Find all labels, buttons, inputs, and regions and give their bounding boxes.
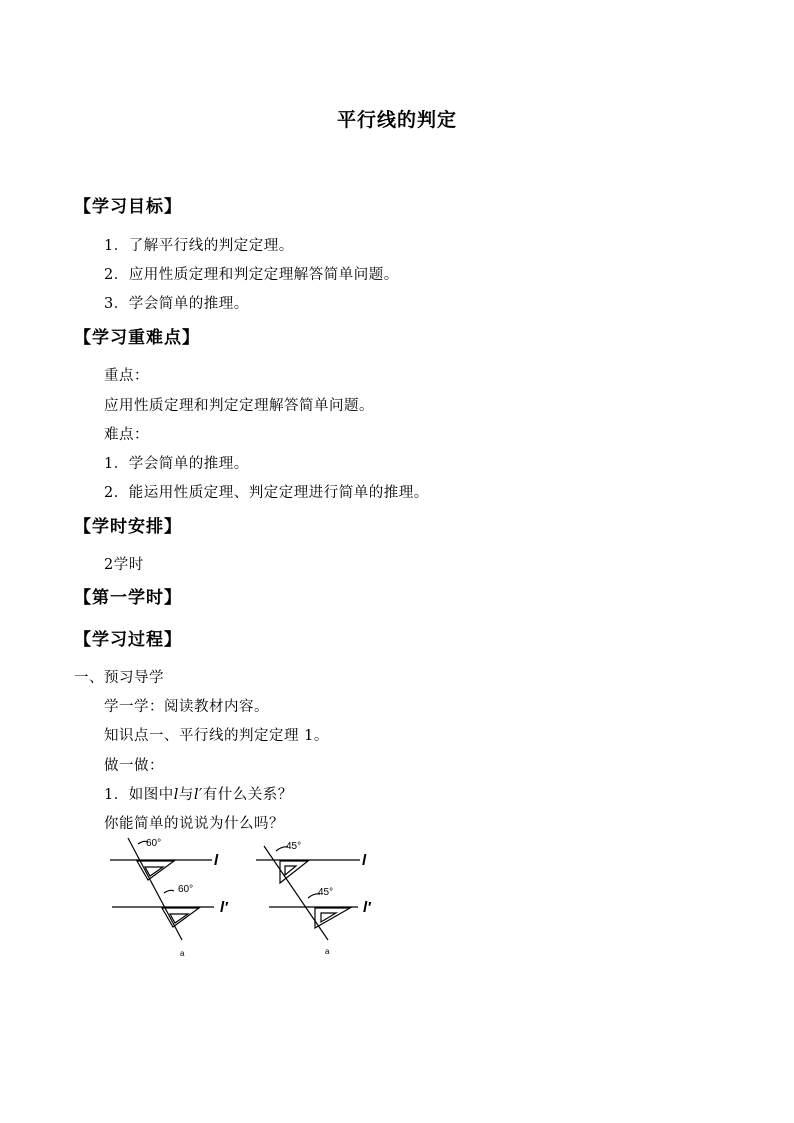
learn-line: 学一学：阅读教材内容。 <box>104 699 269 715</box>
angle-label-bottom-1: 60° <box>178 884 194 895</box>
angle-label-bottom-2: 45° <box>318 887 334 898</box>
parallel-lines-figures <box>104 832 394 966</box>
angle-label-top-2: 45° <box>286 841 302 852</box>
first-period-heading: 【第一学时】 <box>74 588 182 608</box>
page-title: 平行线的判定 <box>336 109 457 131</box>
set-square-top-2 <box>280 861 308 883</box>
line-label-lp-2: l′ <box>363 899 371 916</box>
process-heading: 【学习过程】 <box>74 630 182 650</box>
figure-60-degree <box>110 838 214 940</box>
line-label-l-2: l <box>362 852 367 869</box>
line-l-prime-symbol: l′ <box>193 787 203 803</box>
question-1 <box>104 783 293 804</box>
set-square-top-inner-2 <box>285 866 296 875</box>
transversal-line <box>128 838 182 940</box>
question-2: 你能简单的说说为什么吗？ <box>104 816 284 832</box>
difficulty-item-2: 2．能运用性质定理、判定定理进行简单的推理。 <box>104 485 429 501</box>
set-square-top <box>137 861 174 880</box>
line-label-lp-1: l′ <box>220 899 228 916</box>
goal-item-3: 3．学会简单的推理。 <box>104 296 249 312</box>
key-points-heading: 【学习重难点】 <box>74 328 200 348</box>
angle-arc-bottom <box>164 890 174 893</box>
question-1-mid: 与 <box>178 787 194 803</box>
schedule-heading: 【学时安排】 <box>74 517 182 537</box>
focus-label: 重点： <box>104 368 149 384</box>
goal-item-2: 2．应用性质定理和判定定理解答简单问题。 <box>104 267 399 283</box>
question-1-prefix: 1．如图中 <box>104 787 174 803</box>
transversal-label-2: a <box>325 947 330 956</box>
part1-heading: 一、预习导学 <box>74 670 164 686</box>
transversal-label-1: a <box>180 949 185 958</box>
line-label-l-1: l <box>214 852 219 869</box>
difficulty-item-1: 1．学会简单的推理。 <box>104 456 249 472</box>
set-square-bottom <box>162 908 199 927</box>
knowledge-line: 知识点一、平行线的判定定理 1。 <box>104 728 329 744</box>
angle-label-top-1: 60° <box>146 838 162 849</box>
question-1-suffix: 有什么关系？ <box>202 787 293 803</box>
line-l-symbol: l <box>173 787 179 803</box>
focus-text: 应用性质定理和判定定理解答简单问题。 <box>104 398 374 414</box>
goal-item-1: 1．了解平行线的判定定理。 <box>104 238 294 254</box>
goals-heading: 【学习目标】 <box>74 197 182 217</box>
schedule-text: 2学时 <box>104 557 144 573</box>
set-square-bottom-2 <box>315 908 350 928</box>
figures-svg <box>104 832 394 962</box>
difficulty-label: 难点： <box>104 427 149 443</box>
try-line: 做一做： <box>104 758 164 774</box>
figure-45-degree <box>256 846 360 940</box>
